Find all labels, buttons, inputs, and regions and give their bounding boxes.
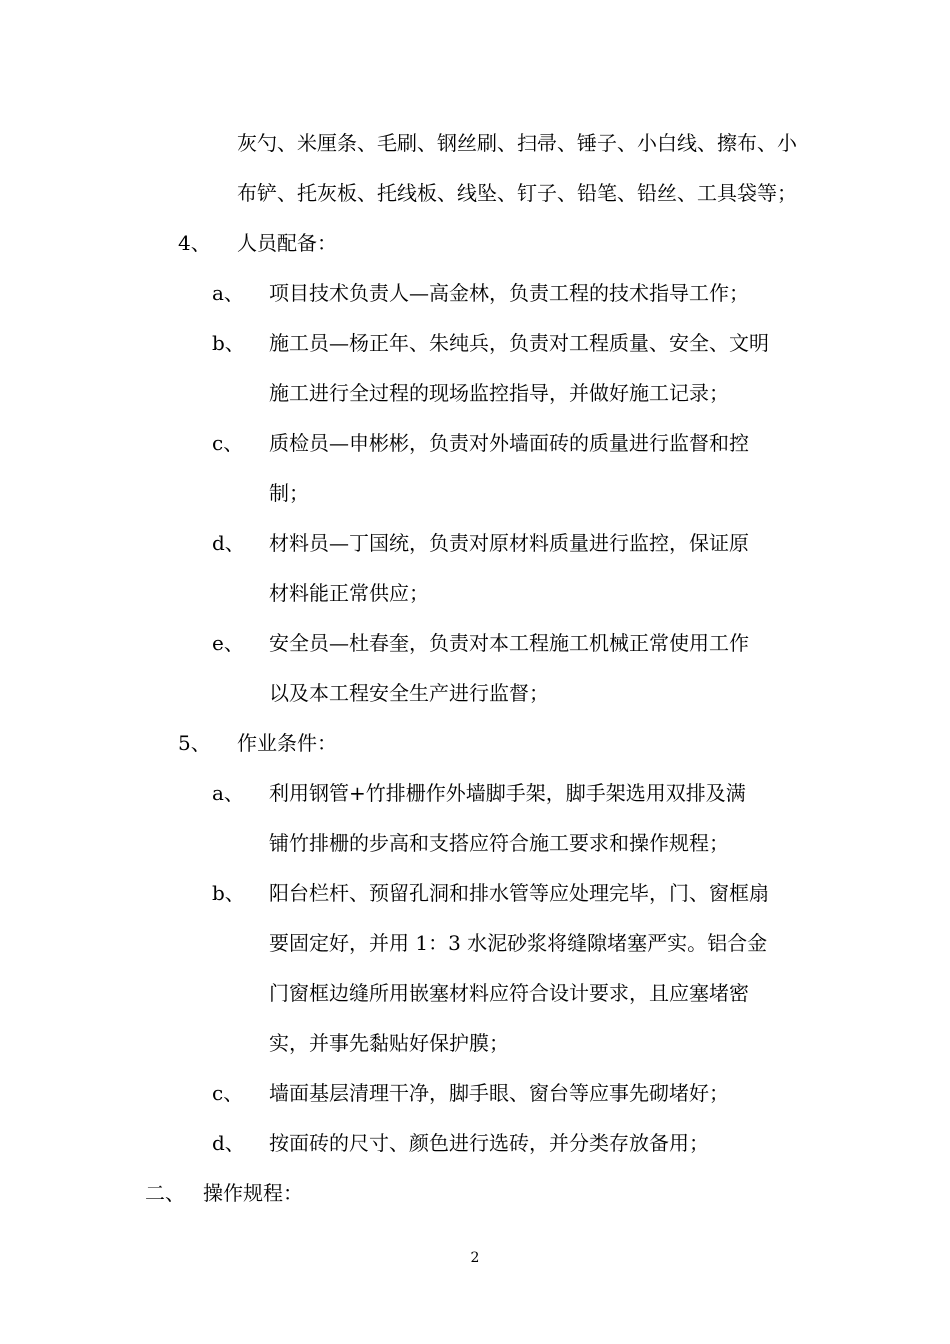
item-line: 以及本工程安全生产进行监督； <box>269 681 549 705</box>
section-two-title: 操作规程： <box>203 1181 303 1205</box>
item-marker: a、 <box>212 781 244 805</box>
item-marker: c、 <box>212 431 244 455</box>
continuation-line-1: 灰勺、米厘条、毛刷、钢丝刷、扫帚、锤子、小白线、擦布、小 <box>237 131 797 155</box>
item-marker: a、 <box>212 281 244 305</box>
item-line: 实，并事先黏贴好保护膜； <box>269 1031 509 1055</box>
item-marker: d、 <box>212 531 245 555</box>
item-line: 要固定好，并用 1：3 水泥砂浆将缝隙堵塞严实。铝合金 <box>269 931 768 955</box>
item-line: 材料能正常供应； <box>269 581 429 605</box>
item-line: 安全员—杜春奎，负责对本工程施工机械正常使用工作 <box>269 631 749 655</box>
continuation-line-2: 布铲、托灰板、托线板、线坠、钉子、铅笔、铅丝、工具袋等； <box>237 181 797 205</box>
item-line: 利用钢管+竹排栅作外墙脚手架，脚手架选用双排及满 <box>269 781 746 805</box>
item-line: 门窗框边缝所用嵌塞材料应符合设计要求，且应塞堵密 <box>269 981 749 1005</box>
item-line: 施工进行全过程的现场监控指导，并做好施工记录； <box>269 381 729 405</box>
item-marker: d、 <box>212 1131 245 1155</box>
item-line: 制； <box>269 481 309 505</box>
section5-marker: 5、 <box>178 731 211 755</box>
item-line: 质检员—申彬彬，负责对外墙面砖的质量进行监督和控 <box>269 431 749 455</box>
item-marker: c、 <box>212 1081 244 1105</box>
item-line: 项目技术负责人—高金林，负责工程的技术指导工作； <box>269 281 749 305</box>
item-marker: b、 <box>212 331 245 355</box>
section4-marker: 4、 <box>178 231 211 255</box>
item-line: 施工员—杨正年、朱纯兵，负责对工程质量、安全、文明 <box>269 331 769 355</box>
item-marker: b、 <box>212 881 245 905</box>
item-line: 铺竹排栅的步高和支搭应符合施工要求和操作规程； <box>269 831 729 855</box>
section4-title: 人员配备： <box>237 231 337 255</box>
section5-title: 作业条件： <box>237 731 337 755</box>
item-line: 按面砖的尺寸、颜色进行选砖，并分类存放备用； <box>269 1131 709 1155</box>
page-number: 2 <box>470 1250 480 1266</box>
item-marker: e、 <box>212 631 244 655</box>
section-two-marker: 二、 <box>145 1181 185 1205</box>
item-line: 材料员—丁国统，负责对原材料质量进行监控，保证原 <box>269 531 749 555</box>
item-line: 墙面基层清理干净，脚手眼、窗台等应事先砌堵好； <box>269 1081 729 1105</box>
item-line: 阳台栏杆、预留孔洞和排水管等应处理完毕，门、窗框扇 <box>269 881 769 905</box>
